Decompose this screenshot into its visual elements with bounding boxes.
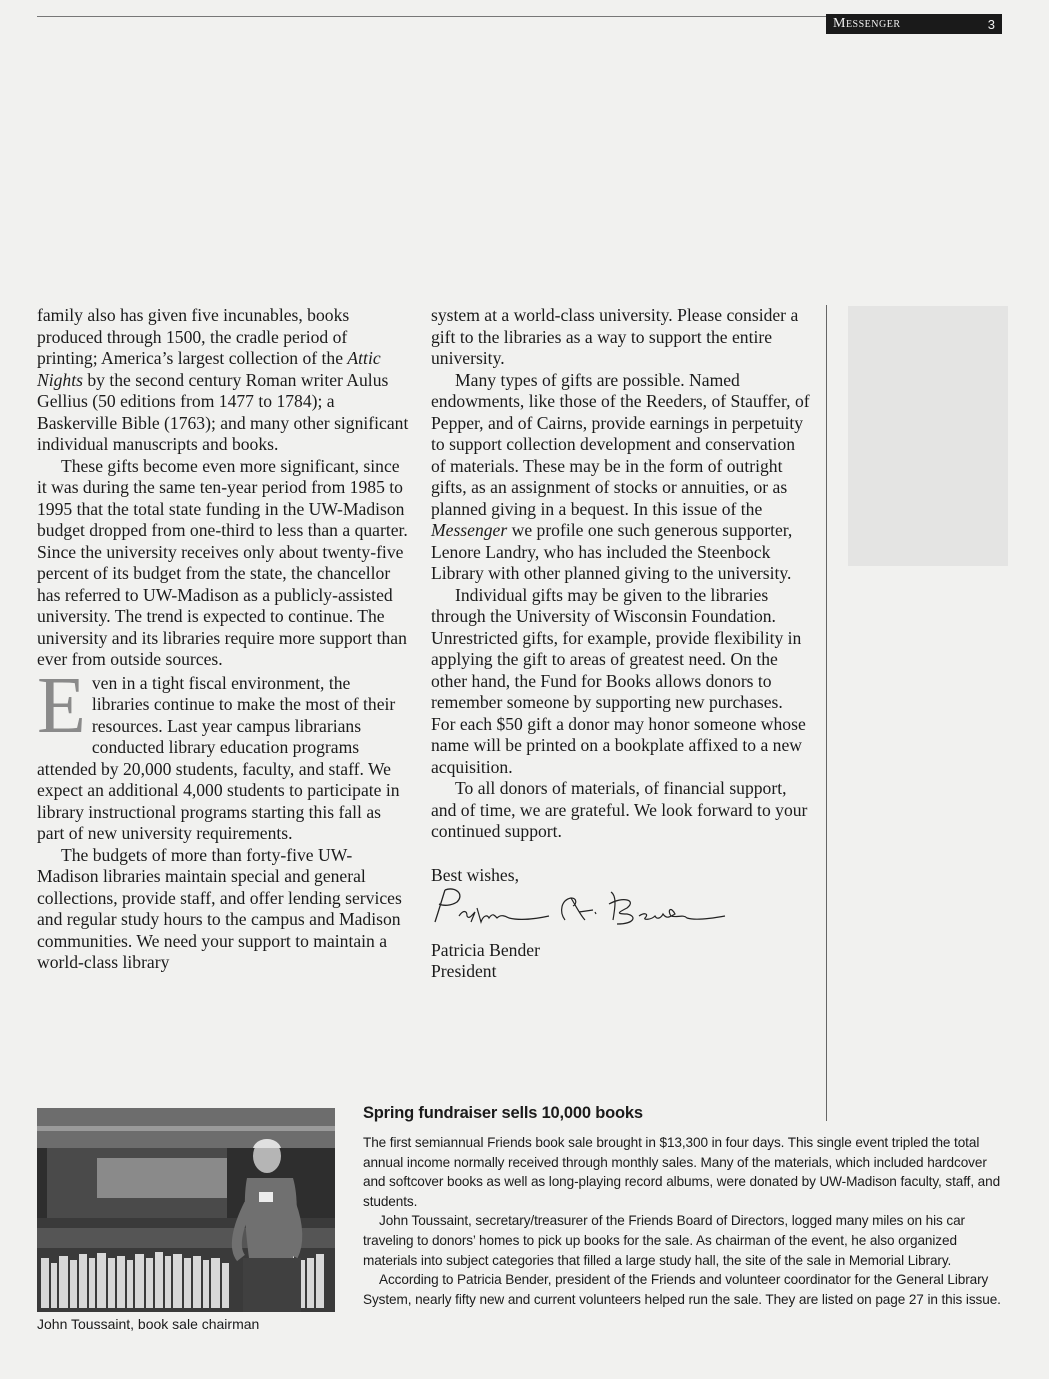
paragraph: To all donors of materials, of financial support, and of time, we are grateful. We look forward to your continued support.: [431, 778, 808, 841]
running-header: [826, 14, 1002, 34]
story-paragraph: John Toussaint, secretary/treasurer of the Friends Board of Directors, logged many miles on his car traveling to donors’ homes to pick up books for the sale. As chairman of the event, he also organized materials into subject categories that filled a large study hall, the site of the sale in Memorial Library.: [363, 1213, 965, 1268]
book-sale-photo: [37, 1108, 335, 1312]
paragraph: The budgets of more than forty-five UW-Madison libraries maintain special and general collections, provide staff, and offer lending services and regular study hours to the campus and Madison communities. We need your support to maintain a world-class library: [37, 844, 402, 972]
text: ven in a tight fiscal environment, the libraries continue to make the most of their resources. Last year campus librarians conducted library education programs attended by 20,000 students, faculty, and staff. We expect an additional 4,000 students to participate in library instructional programs starting this fall as part of new university requirements.: [37, 672, 400, 843]
page-number: 3: [987, 16, 995, 32]
body-column-1: [37, 305, 412, 974]
show-through-shadow: [848, 306, 1008, 566]
paragraph: [431, 370, 811, 585]
paragraph: system at a world-class university. Please consider a gift to the libraries as a way to support the entire university.: [431, 305, 799, 368]
story-paragraph: According to Patricia Bender, president of the Friends and volunteer coordinator for the General Library System, nearly fifty new and current volunteers helped run the sale. They are listed on page 27 in this issue.: [363, 1272, 1001, 1307]
signer-title: President: [431, 961, 497, 981]
text: Many types of gifts are possible. Named endowments, like those of the Reeders, of Stauffer, of Pepper, and of Cairns, provide earnings in perpetuity to support collection development and conservation of materials. These may be in the form of outright gifts, as an assignment of stocks or annuities, or as planned giving in a bequest. In this issue of the: [431, 369, 810, 519]
publication-title: Messenger: [833, 16, 901, 31]
signature-image: [431, 886, 731, 934]
italic-title: Messenger: [431, 520, 508, 540]
text: by the second century Roman writer Aulus Gellius (50 editions from 1477 to 1784); a Baskerville Bible (1763); and many other significant individual manuscripts and books.: [37, 369, 409, 454]
drop-cap: E: [37, 661, 86, 750]
text: family also has given five incunables, books produced through 1500, the cradle period of printing; America’s largest collection of the: [37, 305, 350, 368]
story-paragraph: The first semiannual Friends book sale brought in $13,300 in four days. This single event tripled the total annual income normally received through monthly sales. Many of the materials, which included hardcover and softcover books as well as long-playing record albums, were donated by UW-Madison faculty, staff, and students.: [363, 1135, 1001, 1209]
paragraph: These gifts become even more significant, since it was during the same ten-year period from 1985 to 1995 that the total state funding in the UW-Madison budget dropped from one-third to less than a quarter. Since the university receives only about twenty-five percent of its budget from the state, the chancellor has referred to UW-Madison as a publicly-assisted university. The trend is expected to continue. The university and its libraries require more support than ever from outside sources.: [37, 455, 408, 669]
sign-off: [431, 865, 811, 983]
story-headline: Spring fundraiser sells 10,000 books: [363, 1104, 643, 1122]
photo-caption: John Toussaint, book sale chairman: [37, 1316, 260, 1332]
sidebar-story: [363, 1104, 1008, 1309]
column-divider: [826, 305, 827, 1121]
body-column-2: [431, 305, 811, 983]
italic-title: Attic Nights: [37, 348, 381, 390]
paragraph: [37, 305, 412, 456]
signer-name: Patricia Bender: [431, 939, 540, 960]
paragraph-dropcap: [37, 661, 412, 845]
paragraph: Individual gifts may be given to the libraries through the University of Wisconsin Foundation. Unrestricted gifts, for example, provide flexibility in applying the gift to areas of greatest need. On the other hand, the Fund for Books allows donors to remember someone by supporting new purchases. For each $50 gift a donor may honor someone whose name will be printed on a bookplate affixed to a new acquisition.: [431, 584, 806, 777]
text: we profile one such generous supporter, Lenore Landry, who has included the Steenbock Library with other planned giving to the university.: [431, 520, 793, 583]
closing: Best wishes,: [431, 864, 519, 885]
